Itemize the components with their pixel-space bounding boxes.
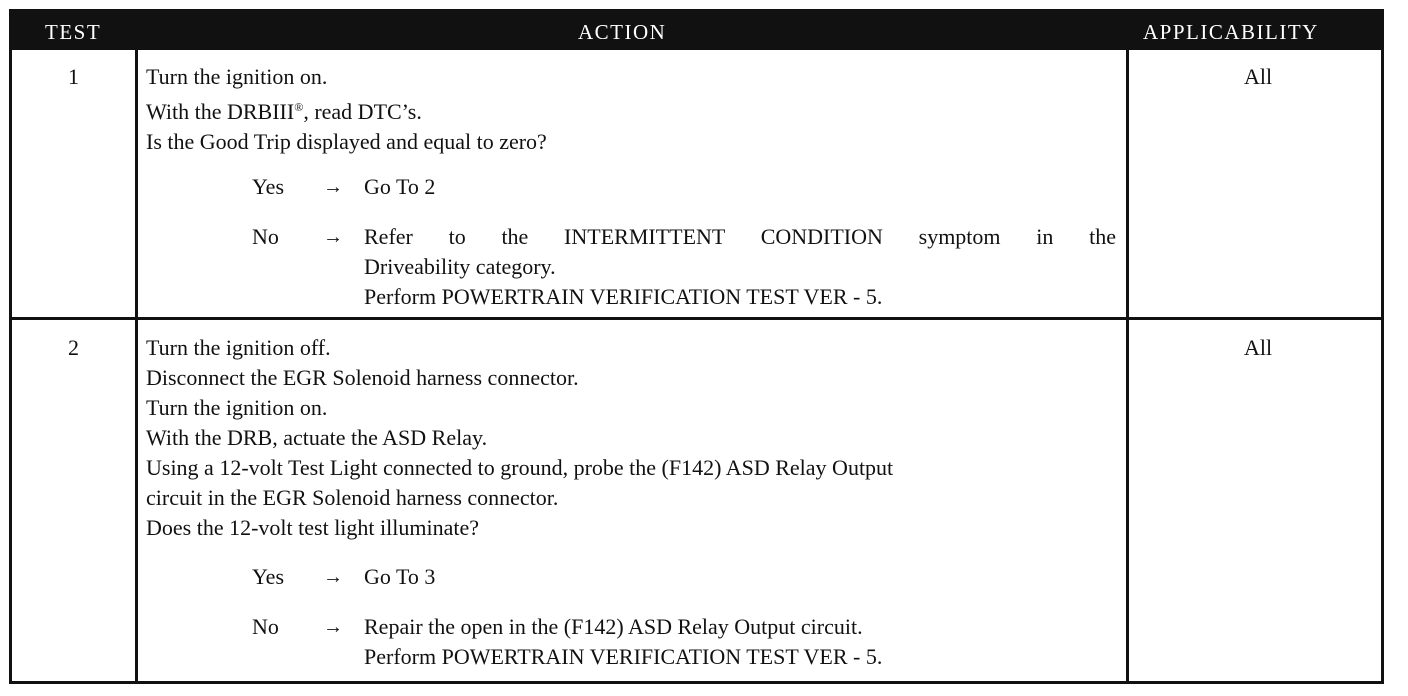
table-header xyxy=(12,12,1381,50)
header-test: TEST xyxy=(45,20,102,44)
row-1-yes-result: Go To 2 xyxy=(364,174,436,199)
action-line: Turn the ignition on. xyxy=(146,64,328,89)
row-1-yes-answer: Yes xyxy=(252,174,285,199)
row-2-no-answer: No xyxy=(252,614,279,639)
diagnostic-test-table xyxy=(9,9,1384,684)
header-applicability: APPLICABILITY xyxy=(1143,20,1319,44)
action-line: Turn the ignition off. xyxy=(146,335,331,360)
column-divider xyxy=(135,50,138,681)
row-2-action-text xyxy=(146,333,893,543)
row-1-no-answer: No xyxy=(252,224,279,249)
action-line: Using a 12-volt Test Light connected to ground, probe the (F142) ASD Relay Output xyxy=(146,455,894,480)
action-line: Turn the ignition on. xyxy=(146,395,328,420)
arrow-icon: → xyxy=(323,616,343,638)
result-line: Perform POWERTRAIN VERIFICATION TEST VER - 5. xyxy=(364,644,883,669)
row-2-applicability: All xyxy=(1243,335,1273,360)
header-action: ACTION xyxy=(578,20,667,44)
row-2-test-number: 2 xyxy=(68,335,79,360)
result-line: Perform POWERTRAIN VERIFICATION TEST VER - 5. xyxy=(364,284,883,309)
result-line: Refer to the INTERMITTENT CONDITION symptom in the xyxy=(364,224,1116,249)
action-line: Does the 12-volt test light illuminate? xyxy=(146,515,479,540)
registered-mark: ® xyxy=(294,100,304,114)
row-1-action-text xyxy=(146,62,547,157)
result-line: Driveability category. xyxy=(364,254,556,279)
column-divider xyxy=(1126,50,1129,681)
result-line: Repair the open in the (F142) ASD Relay Output circuit. xyxy=(364,614,863,639)
row-2-yes-result: Go To 3 xyxy=(364,564,436,589)
row-1-no-result xyxy=(364,222,1116,312)
row-2-no-result xyxy=(364,612,882,672)
row-2-yes-answer: Yes xyxy=(252,564,285,589)
row-1-test-number: 1 xyxy=(68,64,79,89)
row-divider xyxy=(12,317,1381,320)
row-1-applicability: All xyxy=(1243,64,1273,89)
action-line: With the DRB, actuate the ASD Relay. xyxy=(146,425,488,450)
arrow-icon: → xyxy=(323,566,343,588)
arrow-icon: → xyxy=(323,176,343,198)
arrow-icon: → xyxy=(323,226,343,248)
action-line: Is the Good Trip displayed and equal to zero? xyxy=(146,129,547,154)
action-line: Disconnect the EGR Solenoid harness connector. xyxy=(146,365,579,390)
action-line: circuit in the EGR Solenoid harness connector. xyxy=(146,485,559,510)
action-line: With the DRBIII®, read DTC’s. xyxy=(146,99,422,124)
